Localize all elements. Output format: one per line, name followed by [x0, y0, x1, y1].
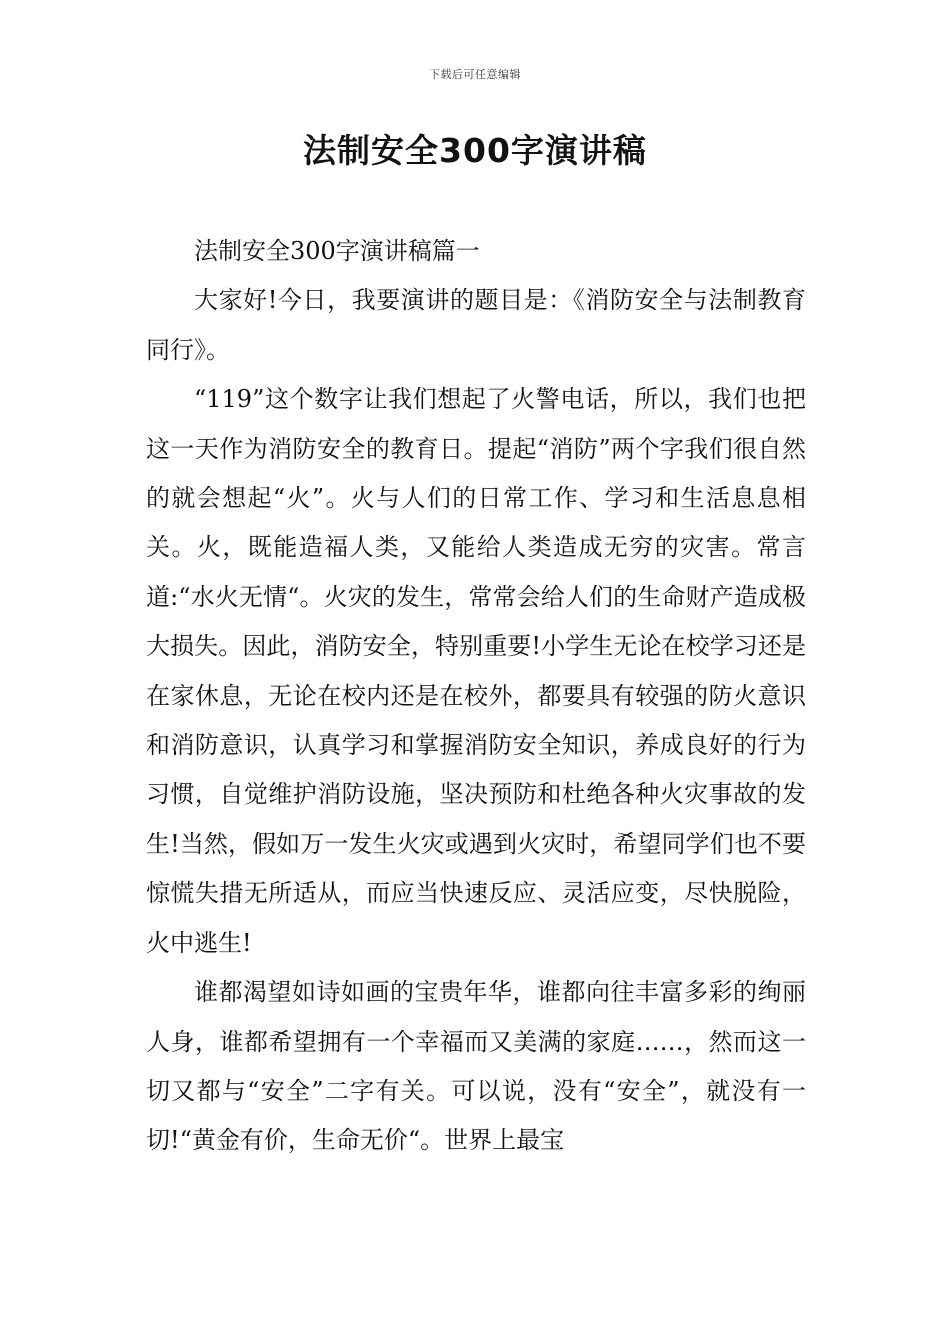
header-note: 下载后可任意编辑	[429, 68, 521, 81]
paragraph-subtitle: 法制安全300字演讲稿篇一	[194, 237, 480, 265]
paragraph-greeting: 大家好!今日，我要演讲的题目是：《消防安全与法制教育同行》。	[146, 286, 806, 364]
document-body	[146, 227, 806, 1166]
paragraph-fire-safety: “119”这个数字让我们想起了火警电话，所以，我们也把这一天作为消防安全的教育日。提起“消防”两个字我们很自然的就会想起“火”。火与人们的日常工作、学习和生活息息相关。火，既能造福人类，又能给人类造成无穷的灾害。常言道:“水火无情“。火灾的发生，常常会给人们的生命财产造成极大损失。因此，消防安全，特别重要!小学生无论在校学习还是在家休息，无论在校内还是在校外，都要具有较强的防火意识和消防意识，认真学习和掌握消防安全知识，养成良好的行为习惯，自觉维护消防设施，坚决预防和杜绝各种火灾事故的发生!当然，假如万一发生火灾或遇到火灾时，希望同学们也不要惊慌失措无所适从，而应当快速反应、灵活应变，尽快脱险，火中逃生!	[146, 385, 806, 957]
page-title: 法制安全300字演讲稿	[303, 131, 647, 170]
paragraph-safety-value: 谁都渴望如诗如画的宝贵年华，谁都向往丰富多彩的绚丽人身，谁都希望拥有一个幸福而又美满的家庭……，然而这一切又都与“安全”二字有关。可以说，没有“安全”，就没有一切!“黄金有价，生命无价“。世界上最宝	[146, 978, 806, 1155]
